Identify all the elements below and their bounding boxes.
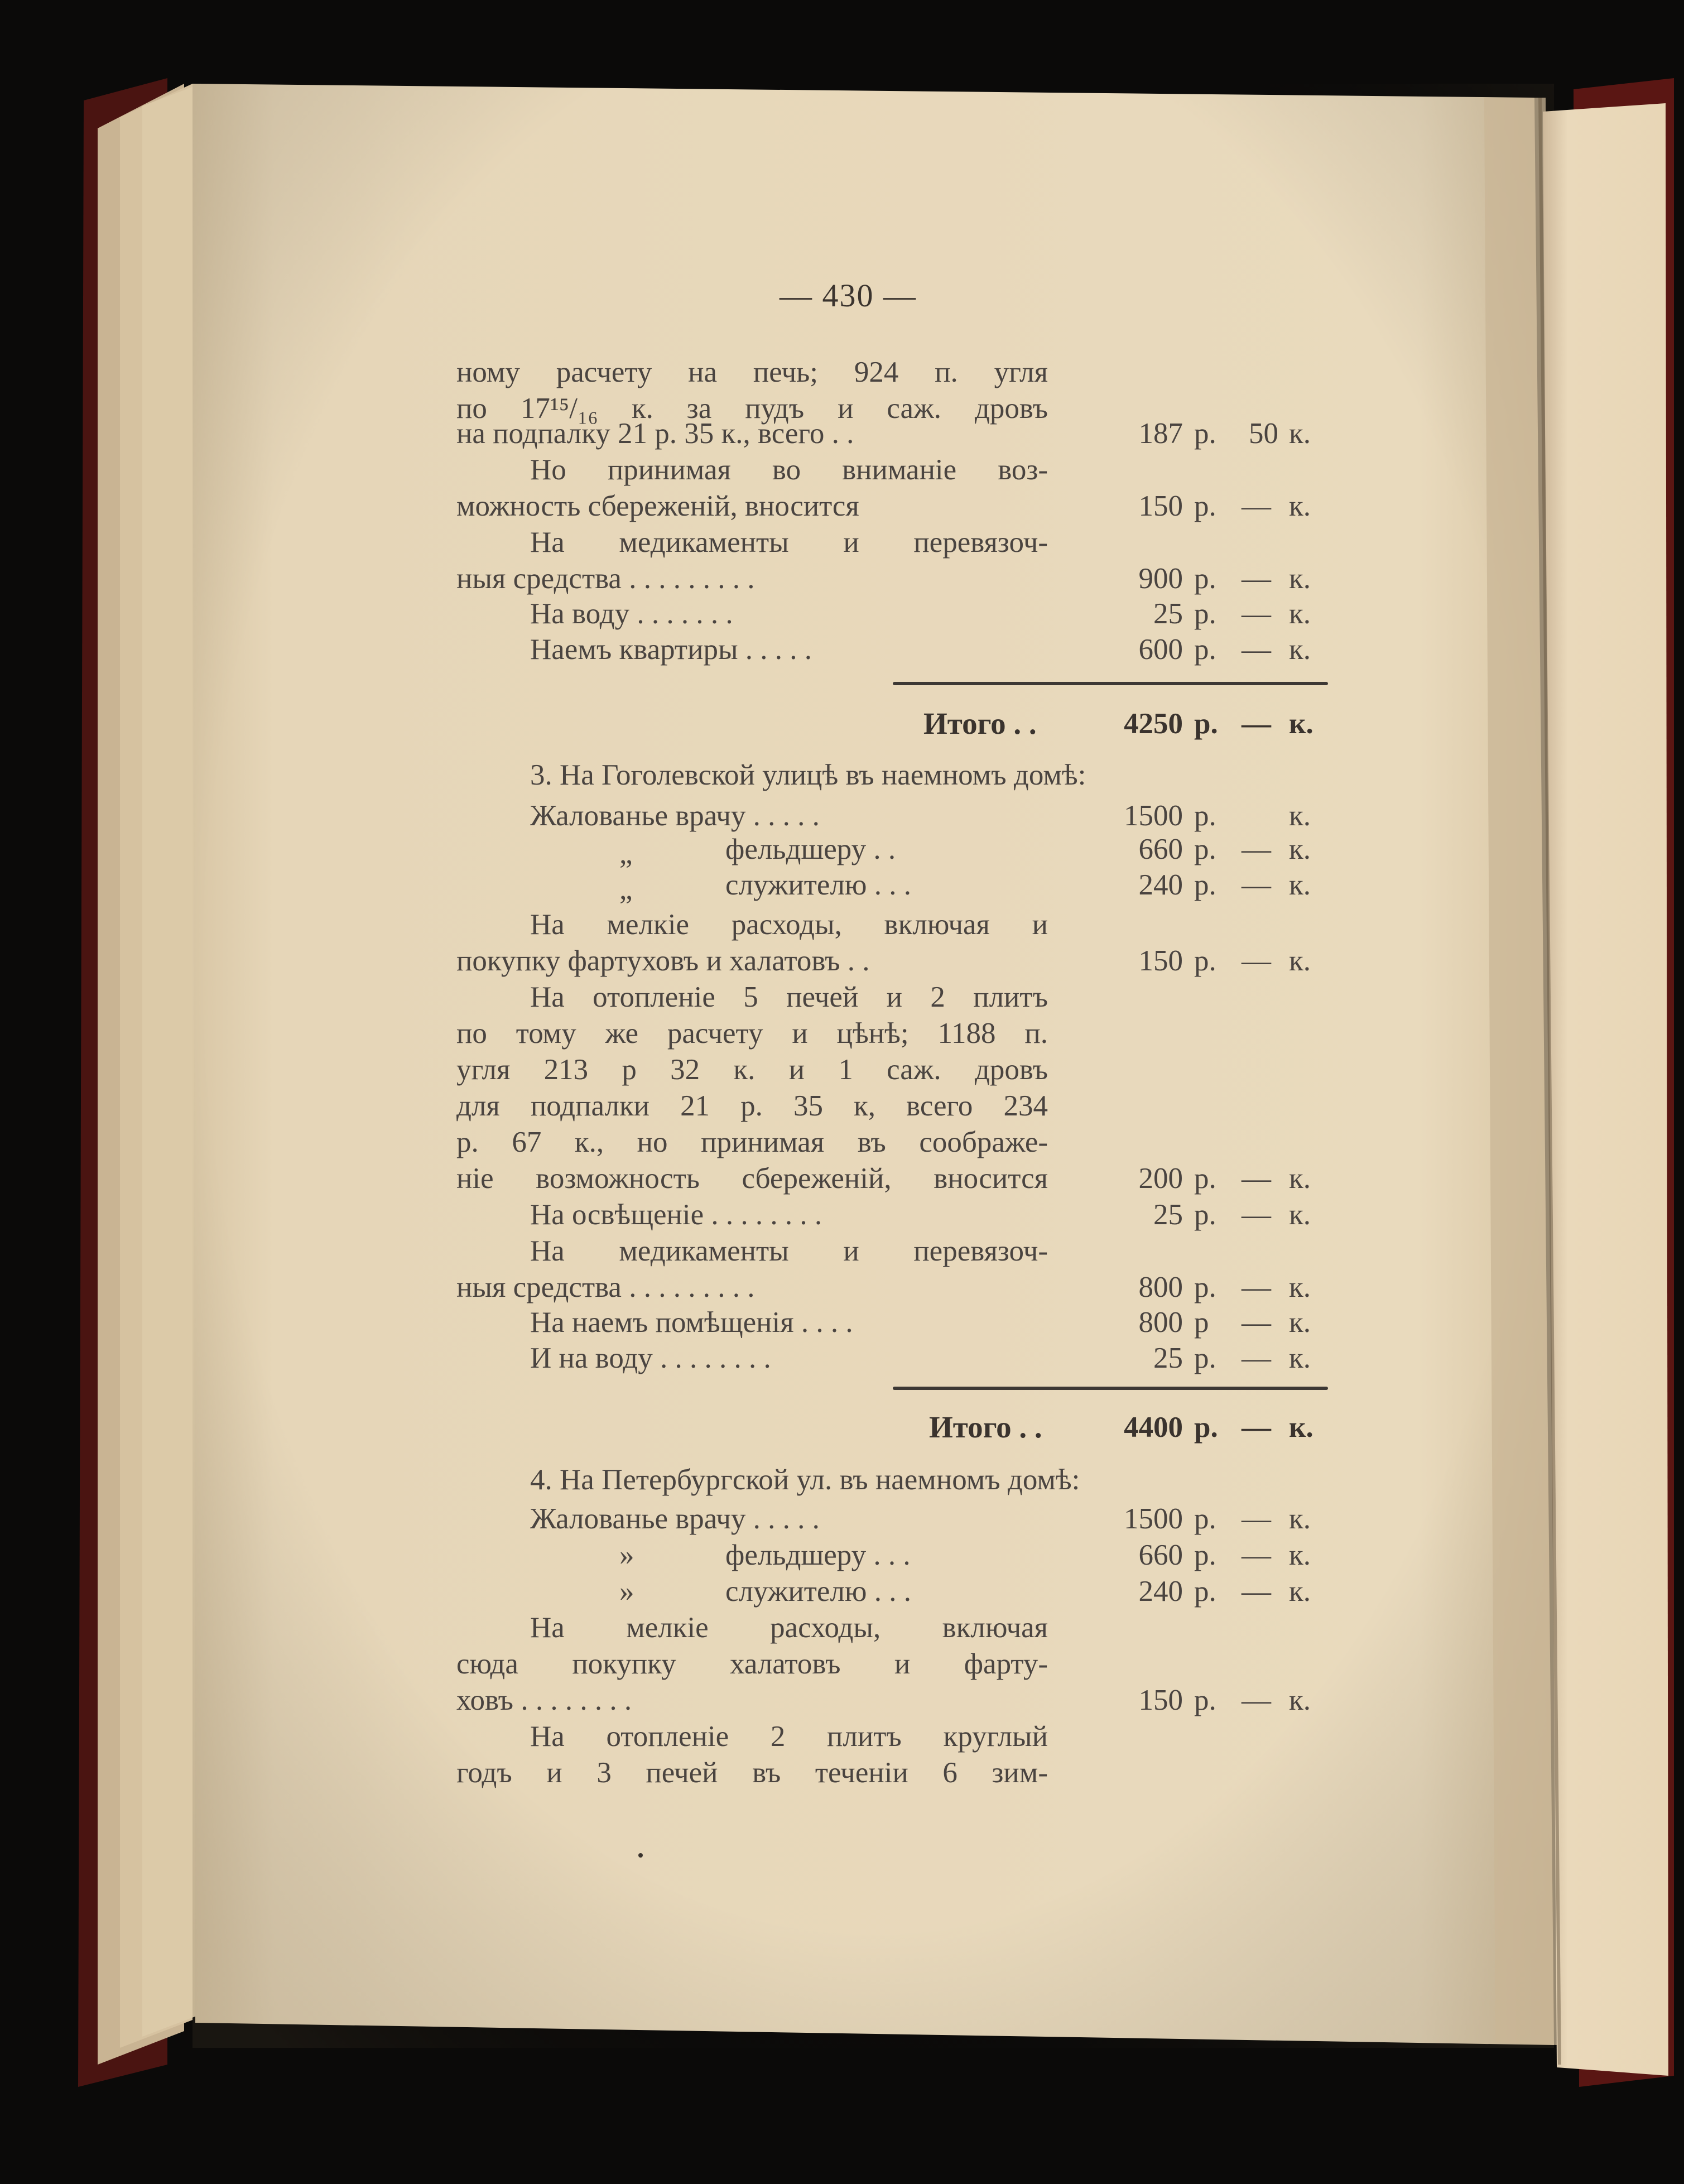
amount-row — [1105, 1501, 1328, 1537]
amount-row — [1105, 1269, 1328, 1305]
amount-dash: — — [1242, 562, 1271, 595]
amount-row — [1105, 943, 1328, 979]
ditto-mark: „ — [619, 873, 633, 906]
amount-rubles: 660 — [1138, 1539, 1183, 1571]
amount-rubles: 150 — [1138, 945, 1183, 977]
text-line: На медикаменты и перевязоч- — [530, 1235, 1048, 1267]
text-line: на подпалку 21 р. 35 к., всего . . — [456, 417, 854, 450]
amount-dash: — — [1242, 633, 1271, 666]
amount-row — [1105, 1340, 1328, 1376]
amount-row — [1105, 1574, 1328, 1609]
amount-row — [1105, 831, 1328, 867]
amount-kop-abbr: к. — [1289, 1684, 1311, 1716]
amount-rub-abbr: р. — [1194, 1342, 1216, 1374]
amount-kop-abbr: к. — [1289, 633, 1311, 666]
amount-row — [1105, 416, 1328, 451]
text-line: угля 213 р 32 к. и 1 саж. дровъ — [456, 1053, 1048, 1086]
total-label: Итого . . — [923, 706, 1037, 740]
amount-rub-abbr: р. — [1194, 1575, 1216, 1608]
amount-rub-abbr: р. — [1194, 800, 1216, 832]
text-line: покупку фартуховъ и халатовъ . . — [456, 945, 870, 977]
amount-dash: — — [1242, 598, 1271, 630]
amount-kop-abbr: к. — [1289, 1539, 1311, 1571]
amount-kop-abbr: к. — [1289, 833, 1311, 865]
amount-kop-abbr: к. — [1289, 562, 1311, 595]
total-rubles: 4400 — [1124, 1411, 1183, 1444]
page-number: — 430 — — [780, 277, 917, 314]
text-line: ніе возможность сбереженій, вносится — [456, 1162, 1048, 1195]
amount-dash: — — [1242, 945, 1271, 977]
total-amount — [1105, 1410, 1328, 1445]
amount-kop-abbr: к. — [1289, 1575, 1311, 1608]
amount-rub-abbr: р. — [1194, 1684, 1216, 1716]
amount-rub-abbr: р. — [1194, 1162, 1216, 1195]
amount-rub-abbr: р. — [1194, 417, 1216, 450]
amount-rub-abbr: р. — [1194, 869, 1216, 901]
text-line: для подпалки 21 р. 35 к, всего 234 — [456, 1090, 1048, 1122]
amount-kop-abbr: к. — [1289, 1411, 1313, 1444]
amount-row — [1105, 1161, 1328, 1196]
amount-row — [1105, 1682, 1328, 1718]
amount-dash: — — [1242, 1306, 1271, 1339]
amount-kop-abbr: к. — [1289, 1342, 1311, 1374]
amount-rubles: 900 — [1138, 562, 1183, 595]
amount-rubles: 25 — [1153, 598, 1183, 630]
amount-row — [1105, 1537, 1328, 1573]
amount-row — [1105, 867, 1328, 903]
amount-kop-abbr: к. — [1289, 417, 1311, 450]
amount-rub-abbr: р — [1194, 1306, 1209, 1339]
amount-dash: — — [1242, 1539, 1271, 1571]
text-line: На освѣщеніе . . . . . . . . — [530, 1199, 822, 1231]
text-line: фельдшеру . . — [725, 833, 896, 865]
text-line: Жалованье врачу . . . . . — [530, 1503, 820, 1535]
amount-rubles: 200 — [1138, 1162, 1183, 1195]
amount-kop-abbr: к. — [1289, 598, 1311, 630]
text-line: сюда покупку халатовъ и фарту- — [456, 1648, 1048, 1680]
text-line: На наемъ помѣщенія . . . . — [530, 1306, 853, 1339]
ditto-mark: » — [619, 1539, 634, 1571]
text-line: Жалованье врачу . . . . . — [530, 800, 820, 832]
text-line: На мелкіе расходы, включая и — [530, 908, 1048, 941]
amount-row — [1105, 561, 1328, 596]
amount-row — [1105, 1305, 1328, 1340]
amount-rub-abbr: р. — [1194, 562, 1216, 595]
amount-kop-abbr: к. — [1289, 490, 1311, 522]
amount-kop-abbr: к. — [1289, 1162, 1311, 1195]
amount-dash: — — [1242, 490, 1271, 522]
total-rubles: 4250 — [1124, 708, 1183, 740]
total-label: Итого . . — [929, 1410, 1042, 1444]
amount-rub-abbr: р. — [1194, 633, 1216, 666]
amount-rub-abbr: р. — [1194, 1539, 1216, 1571]
amount-kop-abbr: к. — [1289, 800, 1311, 832]
amount-dash: — — [1242, 1684, 1271, 1716]
amount-rub-abbr: р. — [1194, 1271, 1216, 1303]
amount-dash: — — [1242, 708, 1271, 740]
amount-rub-abbr: р. — [1194, 490, 1216, 522]
text-line: служителю . . . — [725, 1575, 911, 1608]
section-heading: 3. На Гоголевской улицѣ въ наемномъ домѣ: — [530, 759, 1086, 791]
text-line: На мелкіе расходы, включая — [530, 1611, 1048, 1644]
text-line: ныя средства . . . . . . . . . — [456, 562, 755, 595]
ditto-mark: » — [619, 1575, 634, 1608]
text-line: р. 67 к., но принимая въ соображе- — [456, 1126, 1048, 1158]
text-line: по тому же расчету и цѣнѣ; 1188 п. — [456, 1017, 1048, 1050]
amount-rubles: 240 — [1138, 869, 1183, 901]
amount-dash: — — [1242, 1342, 1271, 1374]
text-line: Наемъ квартиры . . . . . — [530, 633, 812, 666]
amount-rubles: 150 — [1138, 1684, 1183, 1716]
amount-kop-abbr: к. — [1289, 708, 1313, 740]
text-line: по 17¹⁵/₁₆ к. за пудъ и саж. дровъ — [456, 392, 1048, 425]
total-amount — [1105, 706, 1328, 742]
amount-kop-abbr: к. — [1289, 1503, 1311, 1535]
amount-kopecks: 50 — [1249, 417, 1278, 450]
amount-rubles: 240 — [1138, 1575, 1183, 1608]
amount-rub-abbr: р. — [1194, 1503, 1216, 1535]
amount-rubles: 800 — [1138, 1306, 1183, 1339]
amount-kop-abbr: к. — [1289, 1199, 1311, 1231]
text-line: Но принимая во вниманіе воз- — [530, 454, 1048, 486]
amount-dash: — — [1242, 1503, 1271, 1535]
amount-row — [1105, 488, 1328, 524]
text-line: фельдшеру . . . — [725, 1539, 911, 1571]
amount-rubles: 150 — [1138, 490, 1183, 522]
text-line: На отопленіе 2 плитъ круглый — [530, 1720, 1048, 1753]
amount-dash: — — [1242, 1162, 1271, 1195]
text-line: На медикаменты и перевязоч- — [530, 526, 1048, 559]
text-line: И на воду . . . . . . . . — [530, 1342, 771, 1374]
amount-kop-abbr: к. — [1289, 1271, 1311, 1303]
amount-rub-abbr: р. — [1194, 1411, 1218, 1444]
amount-rub-abbr: р. — [1194, 1199, 1216, 1231]
text-line: годъ и 3 печей въ теченіи 6 зим- — [456, 1757, 1048, 1789]
amount-rub-abbr: р. — [1194, 945, 1216, 977]
amount-rubles: 25 — [1153, 1199, 1183, 1231]
text-line: ному расчету на печь; 924 п. угля — [456, 356, 1048, 388]
amount-rub-abbr: р. — [1194, 598, 1216, 630]
text-line: На воду . . . . . . . — [530, 598, 733, 630]
text-line: служителю . . . — [725, 869, 911, 901]
amount-dash: — — [1242, 1575, 1271, 1608]
amount-dash: — — [1242, 869, 1271, 901]
text-line: На отопленіе 5 печей и 2 плитъ — [530, 981, 1048, 1013]
amount-row — [1105, 1197, 1328, 1233]
amount-dash: — — [1242, 1199, 1271, 1231]
total-rule — [893, 1387, 1328, 1390]
amount-kop-abbr: к. — [1289, 869, 1311, 901]
amount-row — [1105, 798, 1328, 834]
amount-dash: — — [1242, 1271, 1271, 1303]
amount-kop-abbr: к. — [1289, 1306, 1311, 1339]
amount-rub-abbr: р. — [1194, 833, 1216, 865]
amount-rubles: 600 — [1138, 633, 1183, 666]
amount-row — [1105, 596, 1328, 632]
amount-rub-abbr: р. — [1194, 708, 1218, 740]
text-line: ныя средства . . . . . . . . . — [456, 1271, 755, 1303]
amount-rubles: 800 — [1138, 1271, 1183, 1303]
ditto-mark: „ — [619, 838, 633, 870]
amount-dash: — — [1242, 1411, 1271, 1444]
amount-row — [1105, 632, 1328, 667]
amount-rubles: 1500 — [1124, 800, 1183, 832]
amount-rubles: 1500 — [1124, 1503, 1183, 1535]
amount-kop-abbr: к. — [1289, 945, 1311, 977]
amount-rubles: 187 — [1138, 417, 1183, 450]
total-rule — [893, 682, 1328, 685]
text-line: ховъ . . . . . . . . — [456, 1684, 632, 1716]
amount-dash: — — [1242, 833, 1271, 865]
section-heading: 4. На Петербургской ул. въ наемномъ домѣ: — [530, 1464, 1080, 1496]
amount-rubles: 660 — [1138, 833, 1183, 865]
amount-rubles: 25 — [1153, 1342, 1183, 1374]
text-line: можность сбереженій, вносится — [456, 490, 859, 522]
